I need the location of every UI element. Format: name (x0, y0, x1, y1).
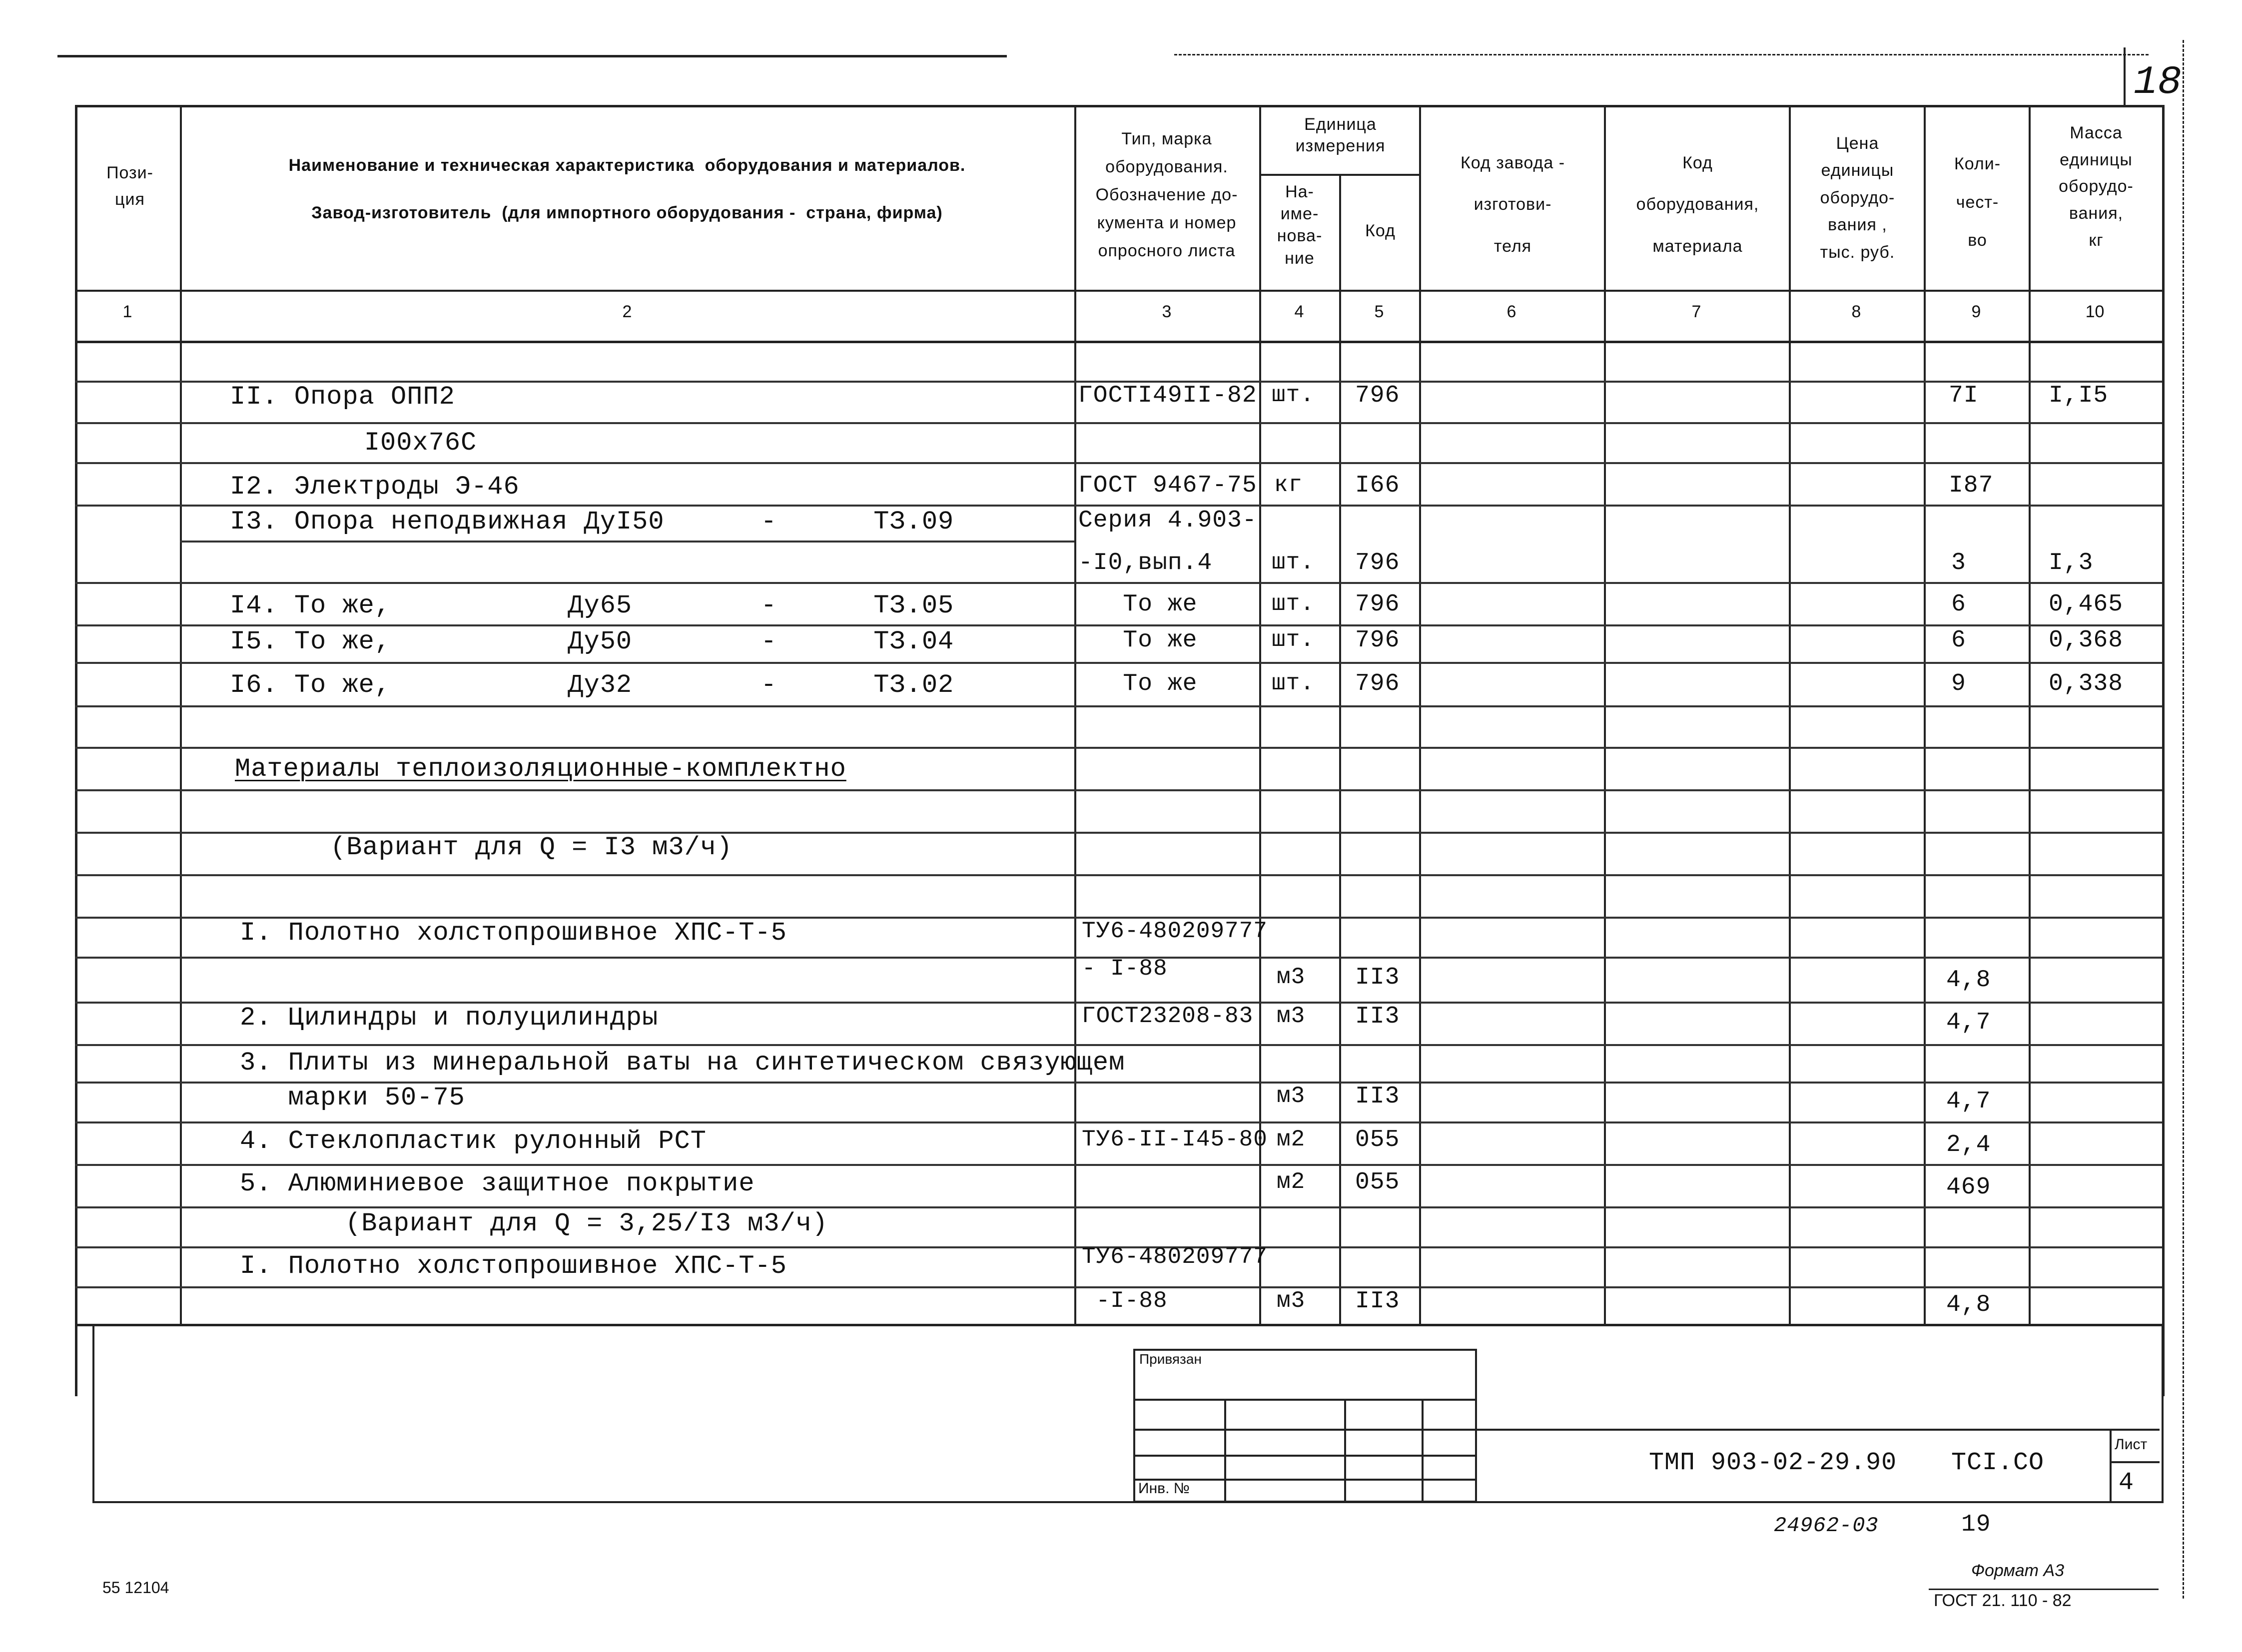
row-unit: кг (1274, 472, 1303, 498)
row-code: 796 (1355, 670, 1400, 697)
header-bottom-rule (75, 290, 2162, 292)
colnum-8: 8 (1851, 302, 1861, 321)
row-name: (Вариант для Q = 3,25/I3 м3/ч) (265, 1209, 828, 1238)
left-code: 55 12104 (102, 1579, 169, 1597)
row-doc: То же (1078, 670, 1198, 697)
row-mass: I,3 (2049, 550, 2094, 576)
colnum-1: 1 (122, 302, 132, 321)
bound-rule (1133, 1429, 1475, 1431)
row-unit: м2 (1277, 1126, 1306, 1152)
row-qty: 4,8 (1946, 967, 1991, 994)
row-qty: 4,8 (1946, 1291, 1991, 1318)
row-doc: - I-88 (1082, 956, 1168, 982)
row-name: 3. Плиты из минеральной ваты на синтетическом связующем (240, 1048, 1125, 1078)
row-mass: I,I5 (2049, 382, 2109, 409)
row-qty: 2,4 (1946, 1131, 1991, 1158)
footer-rule (1929, 1589, 2159, 1590)
row-doc: ГОСТ23208-83 (1082, 1003, 1254, 1029)
row-unit: м3 (1277, 964, 1306, 990)
row-rule (75, 462, 2162, 464)
row-doc: ГОСТI49II-82 (1078, 382, 1257, 409)
sheet-number: 4 (2119, 1469, 2135, 1497)
row-unit: шт. (1272, 670, 1315, 696)
row-doc: Серия 4.903- (1078, 507, 1257, 534)
section-title: Материалы теплоизоляционные-комплектно (235, 754, 846, 784)
row-code: II3 (1355, 1288, 1400, 1315)
inventory-label: Инв. № (1138, 1480, 1190, 1497)
colnum-10: 10 (2085, 302, 2105, 321)
row-code: 055 (1355, 1126, 1400, 1153)
header-position: Пози- ция (106, 163, 153, 209)
row-doc: ТУ6-480209777 (1082, 1244, 1268, 1270)
archive-number: 24962-03 (1774, 1514, 1879, 1538)
row-code: 796 (1355, 550, 1400, 576)
row-unit: м3 (1277, 1083, 1306, 1109)
row-qty: 3 (1951, 550, 1966, 576)
header-type-doc: Тип, марка оборудования. Обозначение до- кумента и номер опросного листа (1095, 129, 1238, 261)
row-unit: шт. (1272, 627, 1315, 653)
row-name: (Вариант для Q = I3 м3/ч) (250, 833, 733, 862)
row-name: I2. Электроды Э-46 (230, 472, 520, 502)
row-code: II3 (1355, 1083, 1400, 1110)
document-code: ТМП 903-02-29.90 (1649, 1449, 1897, 1477)
row-rule (75, 582, 2162, 584)
bound-col (1224, 1399, 1226, 1501)
row-code: 055 (1355, 1169, 1400, 1196)
row-name: марки 50-75 (240, 1083, 465, 1112)
sheet-cell-left (2110, 1429, 2112, 1501)
row-qty: 4,7 (1946, 1009, 1991, 1036)
row-code: I66 (1355, 472, 1400, 499)
row-name: I4. То же, Ду65 - ТЗ.05 (230, 591, 954, 620)
stamp-top-rule (1475, 1429, 2160, 1431)
row-doc: ТУ6-II-I45-80 (1082, 1126, 1268, 1152)
row-name: I6. То же, Ду32 - ТЗ.02 (230, 670, 954, 700)
row-qty: 6 (1951, 591, 1966, 618)
row-doc: ТУ6-480209777 (1082, 918, 1268, 944)
header-equipment-code: Код оборудования, материала (1636, 153, 1759, 256)
row-name: I3. Опора неподвижная ДуI50 - ТЗ.09 (230, 507, 954, 537)
row-rule (75, 505, 2162, 507)
col-rule-6 (1604, 105, 1606, 1324)
header-unit-group: Единица измерения (1295, 115, 1386, 155)
col-rule-4 (1339, 174, 1341, 1324)
row-rule (75, 705, 2162, 707)
row-name: I. Полотно холстопрошивное ХПС-Т-5 (240, 1251, 787, 1281)
row-name: II. Опора ОПП2 (230, 382, 455, 412)
row-qty: I87 (1949, 472, 1994, 499)
colnum-3: 3 (1162, 302, 1172, 321)
colnum-4: 4 (1294, 302, 1304, 321)
sheet-cell-rule (2110, 1461, 2160, 1463)
row-name: I. Полотно холстопрошивное ХПС-Т-5 (240, 918, 787, 948)
bound-col (1422, 1399, 1424, 1501)
row-rule (75, 662, 2162, 664)
bound-col (1344, 1399, 1346, 1501)
row-rule (75, 1206, 2162, 1208)
row-rule (75, 624, 2162, 626)
header-mass: Масса единицы оборудо- вания, кг (2059, 123, 2134, 250)
header-price: Цена единицы оборудо- вания , тыс. руб. (1820, 134, 1895, 262)
row-rule (180, 541, 1074, 543)
row-name: I5. То же, Ду50 - ТЗ.04 (230, 627, 954, 656)
row-rule (75, 1044, 2162, 1046)
row-rule (75, 747, 2162, 749)
row-code: II3 (1355, 1003, 1400, 1030)
header-unit-name: На- име- нова- ние (1277, 182, 1323, 268)
row-name: 2. Цилиндры и полуцилиндры (240, 1003, 659, 1033)
spec-table (75, 105, 2165, 1396)
col-rule-5 (1419, 105, 1421, 1324)
colnum-9: 9 (1971, 302, 1981, 321)
row-qty: 6 (1951, 627, 1966, 654)
gost-label: ГОСТ 21. 110 - 82 (1934, 1591, 2072, 1610)
top-rule-left (57, 55, 1007, 57)
top-rule-right (1174, 54, 2149, 55)
row-rule (75, 422, 2162, 424)
row-qty: 9 (1951, 670, 1966, 697)
row-unit: шт. (1272, 382, 1315, 408)
page-number: 19 (1961, 1511, 1991, 1538)
row-mass: 0,338 (2049, 670, 2124, 697)
col-rule-2 (1074, 105, 1076, 1324)
row-mass: 0,368 (2049, 627, 2124, 654)
header-unit-code: Код (1365, 221, 1396, 240)
col-rule-8 (1924, 105, 1926, 1324)
row-rule (75, 874, 2162, 876)
colnum-5: 5 (1374, 302, 1384, 321)
row-rule (75, 1164, 2162, 1166)
right-margin-rule (2183, 40, 2184, 1599)
row-doc: То же (1078, 591, 1198, 618)
sheet-mark: 18 (2134, 60, 2182, 105)
header-quantity: Коли- чест- во (1954, 154, 2001, 250)
row-unit: м3 (1277, 1288, 1306, 1314)
row-doc: То же (1078, 627, 1198, 654)
col-rule-9 (2029, 105, 2031, 1324)
row-doc: -I-88 (1082, 1288, 1168, 1314)
colnum-7: 7 (1691, 302, 1701, 321)
row-unit: шт. (1272, 591, 1315, 617)
row-rule (75, 1121, 2162, 1123)
corner-mark (2124, 47, 2126, 107)
sheet-label: Лист (2115, 1436, 2148, 1453)
colnum-2: 2 (622, 302, 632, 321)
row-name: I00x76C (300, 428, 477, 458)
bound-rule (1133, 1455, 1475, 1457)
colnum-6: 6 (1506, 302, 1516, 321)
set-code: ТСI.СО (1951, 1449, 2045, 1477)
row-name: 4. Стеклопластик рулонный РСТ (240, 1126, 707, 1156)
row-doc: ГОСТ 9467-75 (1078, 472, 1257, 499)
row-name: 5. Алюминиевое защитное покрытие (240, 1169, 755, 1198)
row-code: 796 (1355, 591, 1400, 618)
header-name-line2: Завод-изготовитель (для импортного оборудования - страна, фирма) (311, 203, 943, 222)
row-code: 796 (1355, 382, 1400, 409)
colnum-bottom-rule (75, 341, 2162, 343)
row-qty: 7I (1949, 382, 1979, 409)
header-name-line1: Наименование и техническая характеристика оборудования и материалов. (288, 156, 966, 175)
row-qty: 469 (1946, 1174, 1991, 1201)
row-rule (75, 789, 2162, 791)
format-label: Формат А3 (1971, 1561, 2065, 1580)
col-rule-1 (180, 105, 182, 1324)
row-code: II3 (1355, 964, 1400, 991)
row-qty: 4,7 (1946, 1088, 1991, 1115)
row-unit: шт. (1272, 550, 1315, 575)
bound-label: Привязан (1139, 1351, 1202, 1367)
col-rule-7 (1789, 105, 1791, 1324)
row-mass: 0,465 (2049, 591, 2124, 618)
row-unit: м2 (1277, 1169, 1306, 1195)
bound-rule (1133, 1399, 1475, 1401)
row-unit: м3 (1277, 1003, 1306, 1029)
header-plant-code: Код завода - изготови- теля (1460, 153, 1565, 256)
row-code: 796 (1355, 627, 1400, 654)
row-doc: -I0,вып.4 (1078, 550, 1213, 576)
